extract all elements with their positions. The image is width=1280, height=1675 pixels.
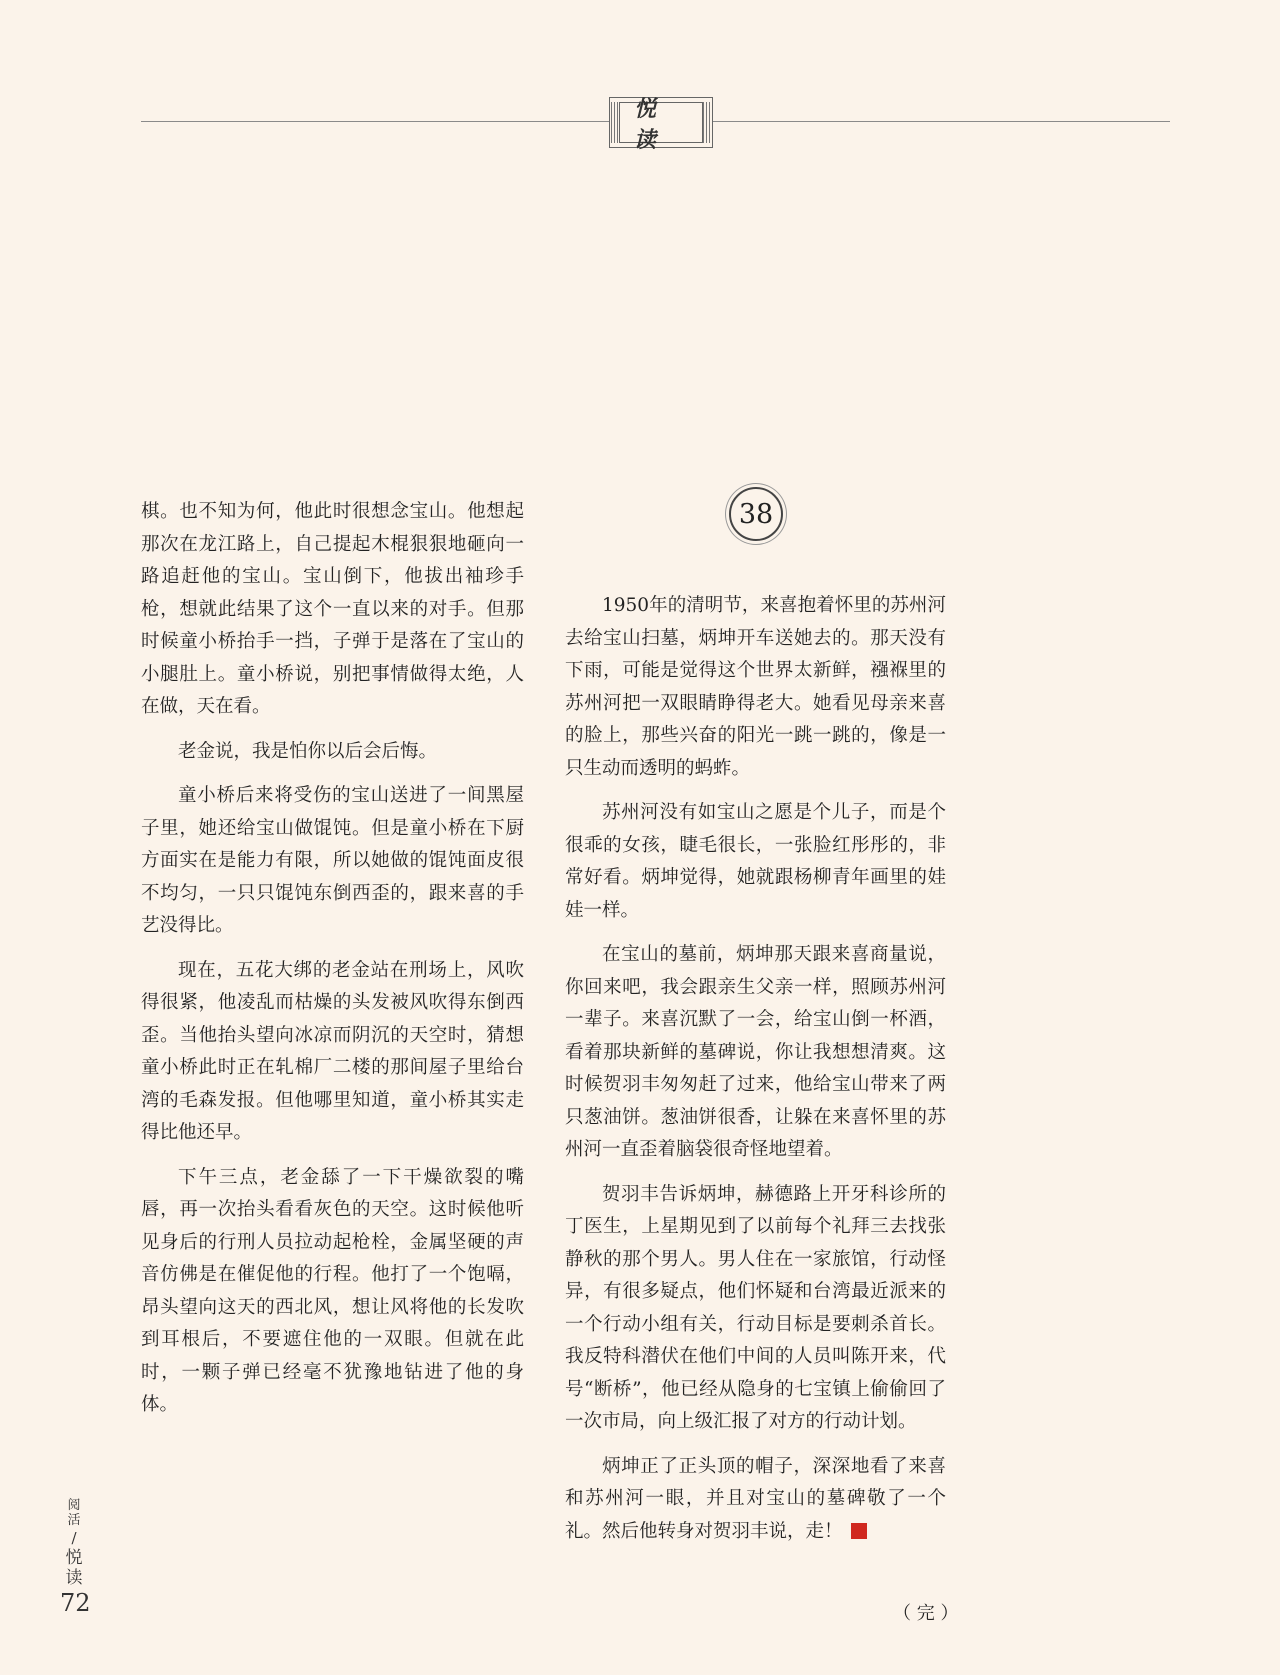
paragraph: 老金说，我是怕你以后会后悔。 xyxy=(178,740,438,762)
left-column xyxy=(141,496,524,1434)
right-column xyxy=(565,590,946,1560)
paragraph: 童小桥后来将受伤的宝山送进了一间黑屋子里，她还给宝山做馄饨。但是童小桥在下厨方面实在是能力有限，所以她做的馄饨面皮很不均匀，一只只馄饨东倒西歪的，跟来喜的手艺没得比。 xyxy=(141,785,524,936)
side-label-slash: / xyxy=(71,1529,77,1547)
side-label-top: 阅 活 xyxy=(67,1498,81,1528)
side-label xyxy=(60,1498,88,1588)
paragraph: 苏州河没有如宝山之愿是个儿子，而是个很乖的女孩，睫毛很长，一张脸红彤彤的，非常好看。炳坤觉得，她就跟杨柳青年画里的娃娃一样。 xyxy=(565,802,946,921)
paragraph: 贺羽丰告诉炳坤，赫德路上开牙科诊所的丁医生，上星期见到了以前每个礼拜三去找张静秋的那个男人。男人住在一家旅馆，行动怪异，有很多疑点，他们怀疑和台湾最近派来的一个行动小组有关，行动目标是要刺杀首长。我反特科潜伏在他们中间的人员叫陈开来，代号“断桥”，他已经从隐身的七宝镇上偷偷回了一次市局，向上级汇报了对方的行动计划。 xyxy=(565,1183,946,1432)
badge-bars-right xyxy=(703,102,711,143)
page-number: 72 xyxy=(60,1589,91,1617)
side-label-bottom: 悦 读 xyxy=(65,1548,83,1588)
paragraph: 现在，五花大绑的老金站在刑场上，风吹得很紧，他凌乱而枯燥的头发被风吹得东倒西歪。当他抬头望向冰凉而阴沉的天空时，猜想童小桥此时正在轧棉厂二楼的那间屋子里给台湾的毛森发报。但他哪里知道，童小桥其实走得比他还早。 xyxy=(141,959,524,1143)
paragraph: 1950年的清明节，来喜抱着怀里的苏州河去给宝山扫墓，炳坤开车送她去的。那天没有下雨，可能是觉得这个世界太新鲜，襁褓里的苏州河把一双眼睛睁得老大。她看见母亲来喜的脸上，那些兴奋的阳光一跳一跳的，像是一只生动而透明的蚂蚱。 xyxy=(565,595,946,779)
paragraph: 棋。也不知为何，他此时很想念宝山。他想起那次在龙江路上，自己提起木棍狠狠地砸向一路追赶他的宝山。宝山倒下，他拔出袖珍手枪，想就此结果了这个一直以来的对手。但那时候童小桥抬手一挡，子弹于是落在了宝山的小腿肚上。童小桥说，别把事情做得太绝，人在做，天在看。 xyxy=(141,501,524,717)
end-square-icon xyxy=(851,1523,867,1539)
paragraph: 在宝山的墓前，炳坤那天跟来喜商量说，你回来吧，我会跟亲生父亲一样，照顾苏州河一辈子。来喜沉默了一会，给宝山倒一杯酒，看着那块新鲜的墓碑说，你让我想想清爽。这时候贺羽丰匆匆赶了过来，他给宝山带来了两只葱油饼。葱油饼很香，让躲在来喜怀里的苏州河一直歪着脑袋很奇怪地望着。 xyxy=(565,944,946,1160)
paragraph: 下午三点，老金舔了一下干燥欲裂的嘴唇，再一次抬头看看灰色的天空。这时候他听见身后的行刑人员拉动起枪栓，金属坚硬的声音仿佛是在催促他的行程。他打了一个饱嗝，昂头望向这天的西北风，想让风将他的长发吹到耳根后，不要遮住他的一双眼。但就在此时，一颗子弹已经毫不犹豫地钻进了他的身体。 xyxy=(141,1166,524,1415)
header-badge xyxy=(609,95,713,153)
end-mark: （ 完 ） xyxy=(893,1603,959,1624)
chapter-number: 38 xyxy=(729,487,783,541)
final-paragraph xyxy=(565,1451,946,1549)
section-title: 悦读 xyxy=(619,102,703,143)
header-rule-right xyxy=(713,121,1170,122)
badge-bars-left xyxy=(611,102,619,143)
paragraph-text: 炳坤正了正头顶的帽子，深深地看了来喜和苏州河一眼，并且对宝山的墓碑敬了一个礼。然后他转身对贺羽丰说，走！ xyxy=(565,1455,946,1542)
header-rule-left xyxy=(141,121,609,122)
